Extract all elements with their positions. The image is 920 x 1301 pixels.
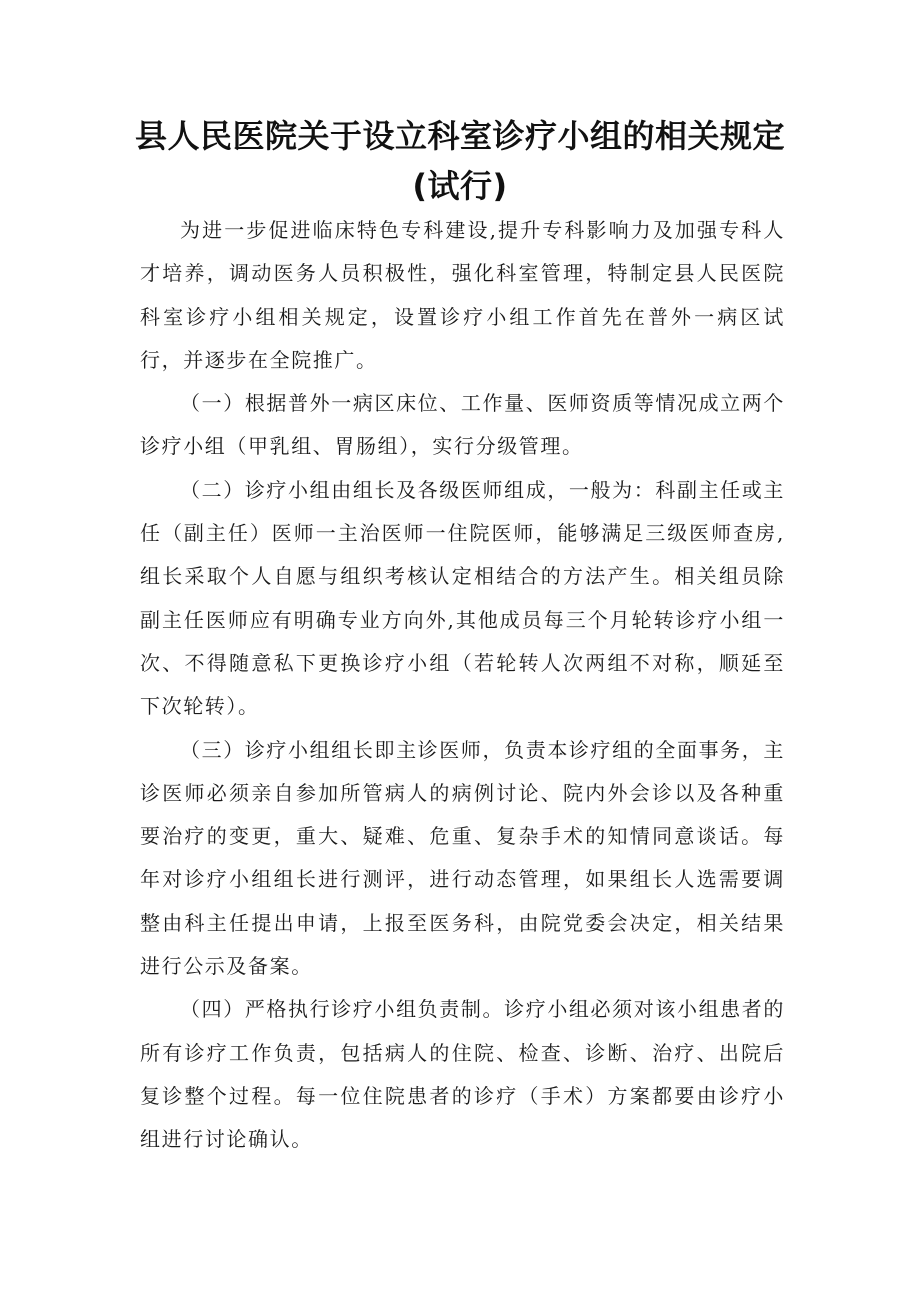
document-subtitle: (试行) — [412, 167, 508, 205]
document-body — [140, 209, 785, 1162]
paragraph-item-3: （三）诊疗小组组长即主诊医师，负责本诊疗组的全面事务，主诊医师必须亲自参加所管病人的病例讨论、院内外会诊以及各种重要治疗的变更，重大、疑难、危重、复杂手术的知情同意谈话。每年对诊疗小组组长进行测评，进行动态管理，如果组长人选需要调整由科主任提出申请，上报至医务科，由院党委会决定，相关结果进行公示及备案。 — [140, 737, 785, 979]
paragraph-item-2: （二）诊疗小组由组长及各级医师组成，一般为：科副主任或主任（副主任）医师一主治医师一住院医师，能够满足三级医师查房,组长采取个人自愿与组织考核认定相结合的方法产生。相关组员除副主任医师应有明确专业方向外,其他成员每三个月轮转诊疗小组一次、不得随意私下更换诊疗小组（若轮转人次两组不对称，顺延至下次轮转）。 — [140, 477, 785, 719]
paragraph-item-4: （四）严格执行诊疗小组负责制。诊疗小组必须对该小组患者的所有诊疗工作负责，包括病人的住院、检查、诊断、治疗、出院后复诊整个过程。每一位住院患者的诊疗（手术）方案都要由诊疗小组进行讨论确认。 — [140, 997, 785, 1152]
paragraph-item-1: （一）根据普外一病区床位、工作量、医师资质等情况成立两个诊疗小组（甲乳组、胃肠组），实行分级管理。 — [140, 391, 785, 459]
paragraph-intro: 为进一步促进临床特色专科建设,提升专科影响力及加强专科人才培养，调动医务人员积极性，强化科室管理，特制定县人民医院科室诊疗小组相关规定，设置诊疗小组工作首先在普外一病区试行，并逐步在全院推广。 — [140, 218, 785, 372]
document-title: 县人民医院关于设立科室诊疗小组的相关规定 — [134, 117, 785, 155]
